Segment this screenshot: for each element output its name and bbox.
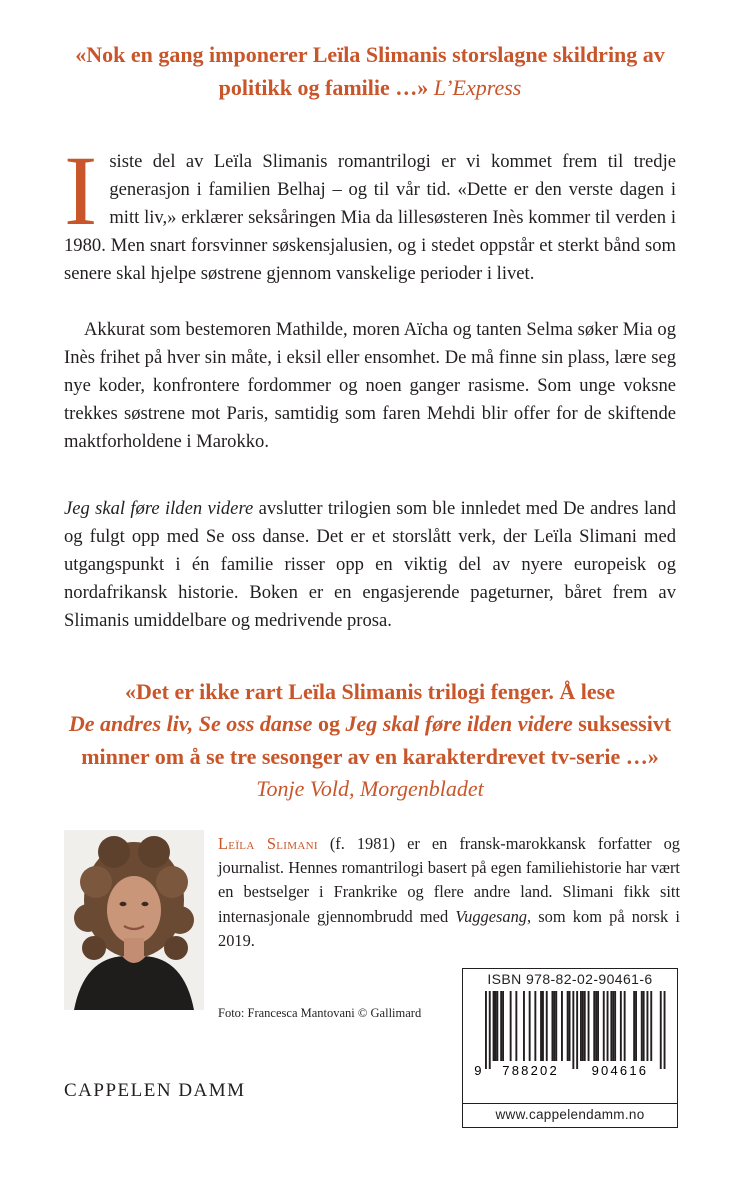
author-bio-title: Vuggesang <box>455 906 527 926</box>
book-title: Jeg skal føre ilden videre <box>64 498 254 519</box>
blurb-paragraph-3 <box>64 495 676 635</box>
barcode-bar <box>582 991 584 1061</box>
barcode-bar <box>593 991 595 1061</box>
barcode-bar <box>614 991 616 1061</box>
barcode-bar <box>555 991 557 1061</box>
barcode-bar <box>597 991 599 1061</box>
publisher-logo-text: CAPPELEN DAMM <box>64 1080 246 1101</box>
barcode-bar <box>502 991 504 1061</box>
barcode-bar <box>569 991 571 1061</box>
barcode-bar <box>664 991 666 1069</box>
barcode-bar <box>534 991 536 1061</box>
barcode-bar <box>643 991 645 1061</box>
bottom-quote-source: Tonje Vold, Morgenbladet <box>256 776 484 802</box>
barcode-bar <box>641 991 643 1061</box>
top-quote-text: «Nok en gang imponerer Leïla Slimanis storslagne skildring av politikk og familie …» <box>75 42 665 100</box>
barcode-bar <box>620 991 622 1061</box>
author-bio-part2: , som kom på norsk i 2019. <box>218 906 680 950</box>
barcode-bar <box>500 991 502 1061</box>
barcode-bar <box>633 991 635 1061</box>
barcode-bar <box>523 991 525 1061</box>
barcode-bar <box>552 991 554 1061</box>
bottom-quote-part2: suksessivt minner om å se tre sesonger av en karakterdrevet tv-serie …» <box>81 711 672 769</box>
barcode-bar <box>603 991 605 1061</box>
barcode-bar <box>576 991 578 1069</box>
publisher-url: www.cappelendamm.no <box>462 1104 678 1128</box>
barcode-bar <box>540 991 542 1061</box>
barcode-bar <box>580 991 582 1061</box>
author-bio-part1: (f. 1981) er en fransk-marokkansk forfatter og journalist. Hennes romantrilogi basert på egen familiehistorie har vært en bestselger i Frankrike og flere andre land. Slimani fikk sitt internasjonale gjennombrudd med <box>218 834 680 926</box>
barcode-bar <box>485 991 487 1069</box>
blurb-paragraph-2: Akkurat som bestemoren Mathilde, moren Aïcha og tanten Selma søker Mia og Inès frihet på hver sin måte, i eksil eller ensomhet. De må finne sin plass, lære seg nye koder, konfrontere fordommer og noen ganger rasisme. Som unge voksne trekkes søstrene mot Paris, samtidig som faren Mehdi blir offer for de skiftende maktforholdene i Marokko. <box>64 319 676 453</box>
barcode-digits: 788202 <box>502 1063 559 1077</box>
barcode-bar <box>610 991 612 1061</box>
barcode-bar <box>624 991 626 1061</box>
author-photo <box>64 830 204 1010</box>
isbn-label: ISBN 978-82-02-90461-6 <box>487 971 653 987</box>
drop-cap: I <box>64 135 98 246</box>
barcode-bar <box>561 991 563 1061</box>
bottom-quote-title2: Jeg skal føre ilden videre <box>345 711 573 737</box>
isbn-box <box>462 968 678 1104</box>
barcode-bar <box>595 991 597 1061</box>
barcode-bar <box>650 991 652 1061</box>
barcode <box>471 991 671 1077</box>
barcode-digits: 904616 <box>591 1063 649 1077</box>
barcode-bar <box>496 991 498 1061</box>
barcode-bar <box>495 991 497 1061</box>
photo-credit: Foto: Francesca Mantovani © Gallimard <box>218 1006 422 1020</box>
blurb-paragraph-3-text: avslutter trilogien som ble innledet med De andres land og fulgt opp med Se oss danse. Det er et storslått verk, der Leïla Slimani med utgangspunkt i én familie risser opp en viktig del av nyere europeisk og nordafrikansk historie. Boken er en engasjerende pageturner, båret frem av Slimanis umiddelbare og medrivende prosa. <box>64 498 676 632</box>
blurb-paragraph-1-text: siste del av Leïla Slimanis romantrilogi er vi kommet frem til tredje generasjon i familien Belhaj – og til vår tid. «Dette er den verste dagen i mitt liv,» erklærer seksåringen Mia da lillesøsteren Inès kommer til verden i 1980. Men snart forsvinner søskensjalusien, og i stedet oppstår et sterkt bånd som senere skal hjelpe søstrene gjennom vanskelige perioder i livet. <box>64 151 676 285</box>
barcode-bar <box>546 991 548 1061</box>
barcode-bar <box>567 991 569 1061</box>
barcode-bar <box>553 991 555 1061</box>
blurb-paragraph-1 <box>64 135 676 288</box>
barcode-bar <box>660 991 662 1069</box>
author-portrait-illustration <box>64 830 204 1010</box>
barcode-bar <box>542 991 544 1061</box>
author-name: Leïla Slimani <box>218 834 318 853</box>
barcode-bar <box>607 991 609 1061</box>
author-bio <box>218 832 680 953</box>
bottom-quote-og: og <box>317 711 340 737</box>
barcode-bar <box>647 991 649 1061</box>
barcode-bar <box>584 991 586 1061</box>
barcode-bar <box>489 991 491 1069</box>
barcode-digits: 9 <box>474 1063 484 1077</box>
barcode-bar <box>612 991 614 1061</box>
bottom-quote-title1: De andres liv, Se oss danse <box>68 711 313 737</box>
barcode-bar <box>572 991 574 1069</box>
barcode-bar <box>493 991 495 1061</box>
bottom-quote <box>60 676 680 806</box>
barcode-bar <box>635 991 637 1061</box>
top-quote-source: L’Express <box>433 75 522 100</box>
top-quote <box>60 38 680 104</box>
barcode-bar <box>510 991 512 1061</box>
barcode-bar <box>515 991 517 1061</box>
bottom-quote-part1: «Det er ikke rart Leïla Slimanis trilogi fenger. Å lese <box>124 679 616 704</box>
barcode-bar <box>529 991 531 1061</box>
barcode-bar <box>588 991 590 1061</box>
